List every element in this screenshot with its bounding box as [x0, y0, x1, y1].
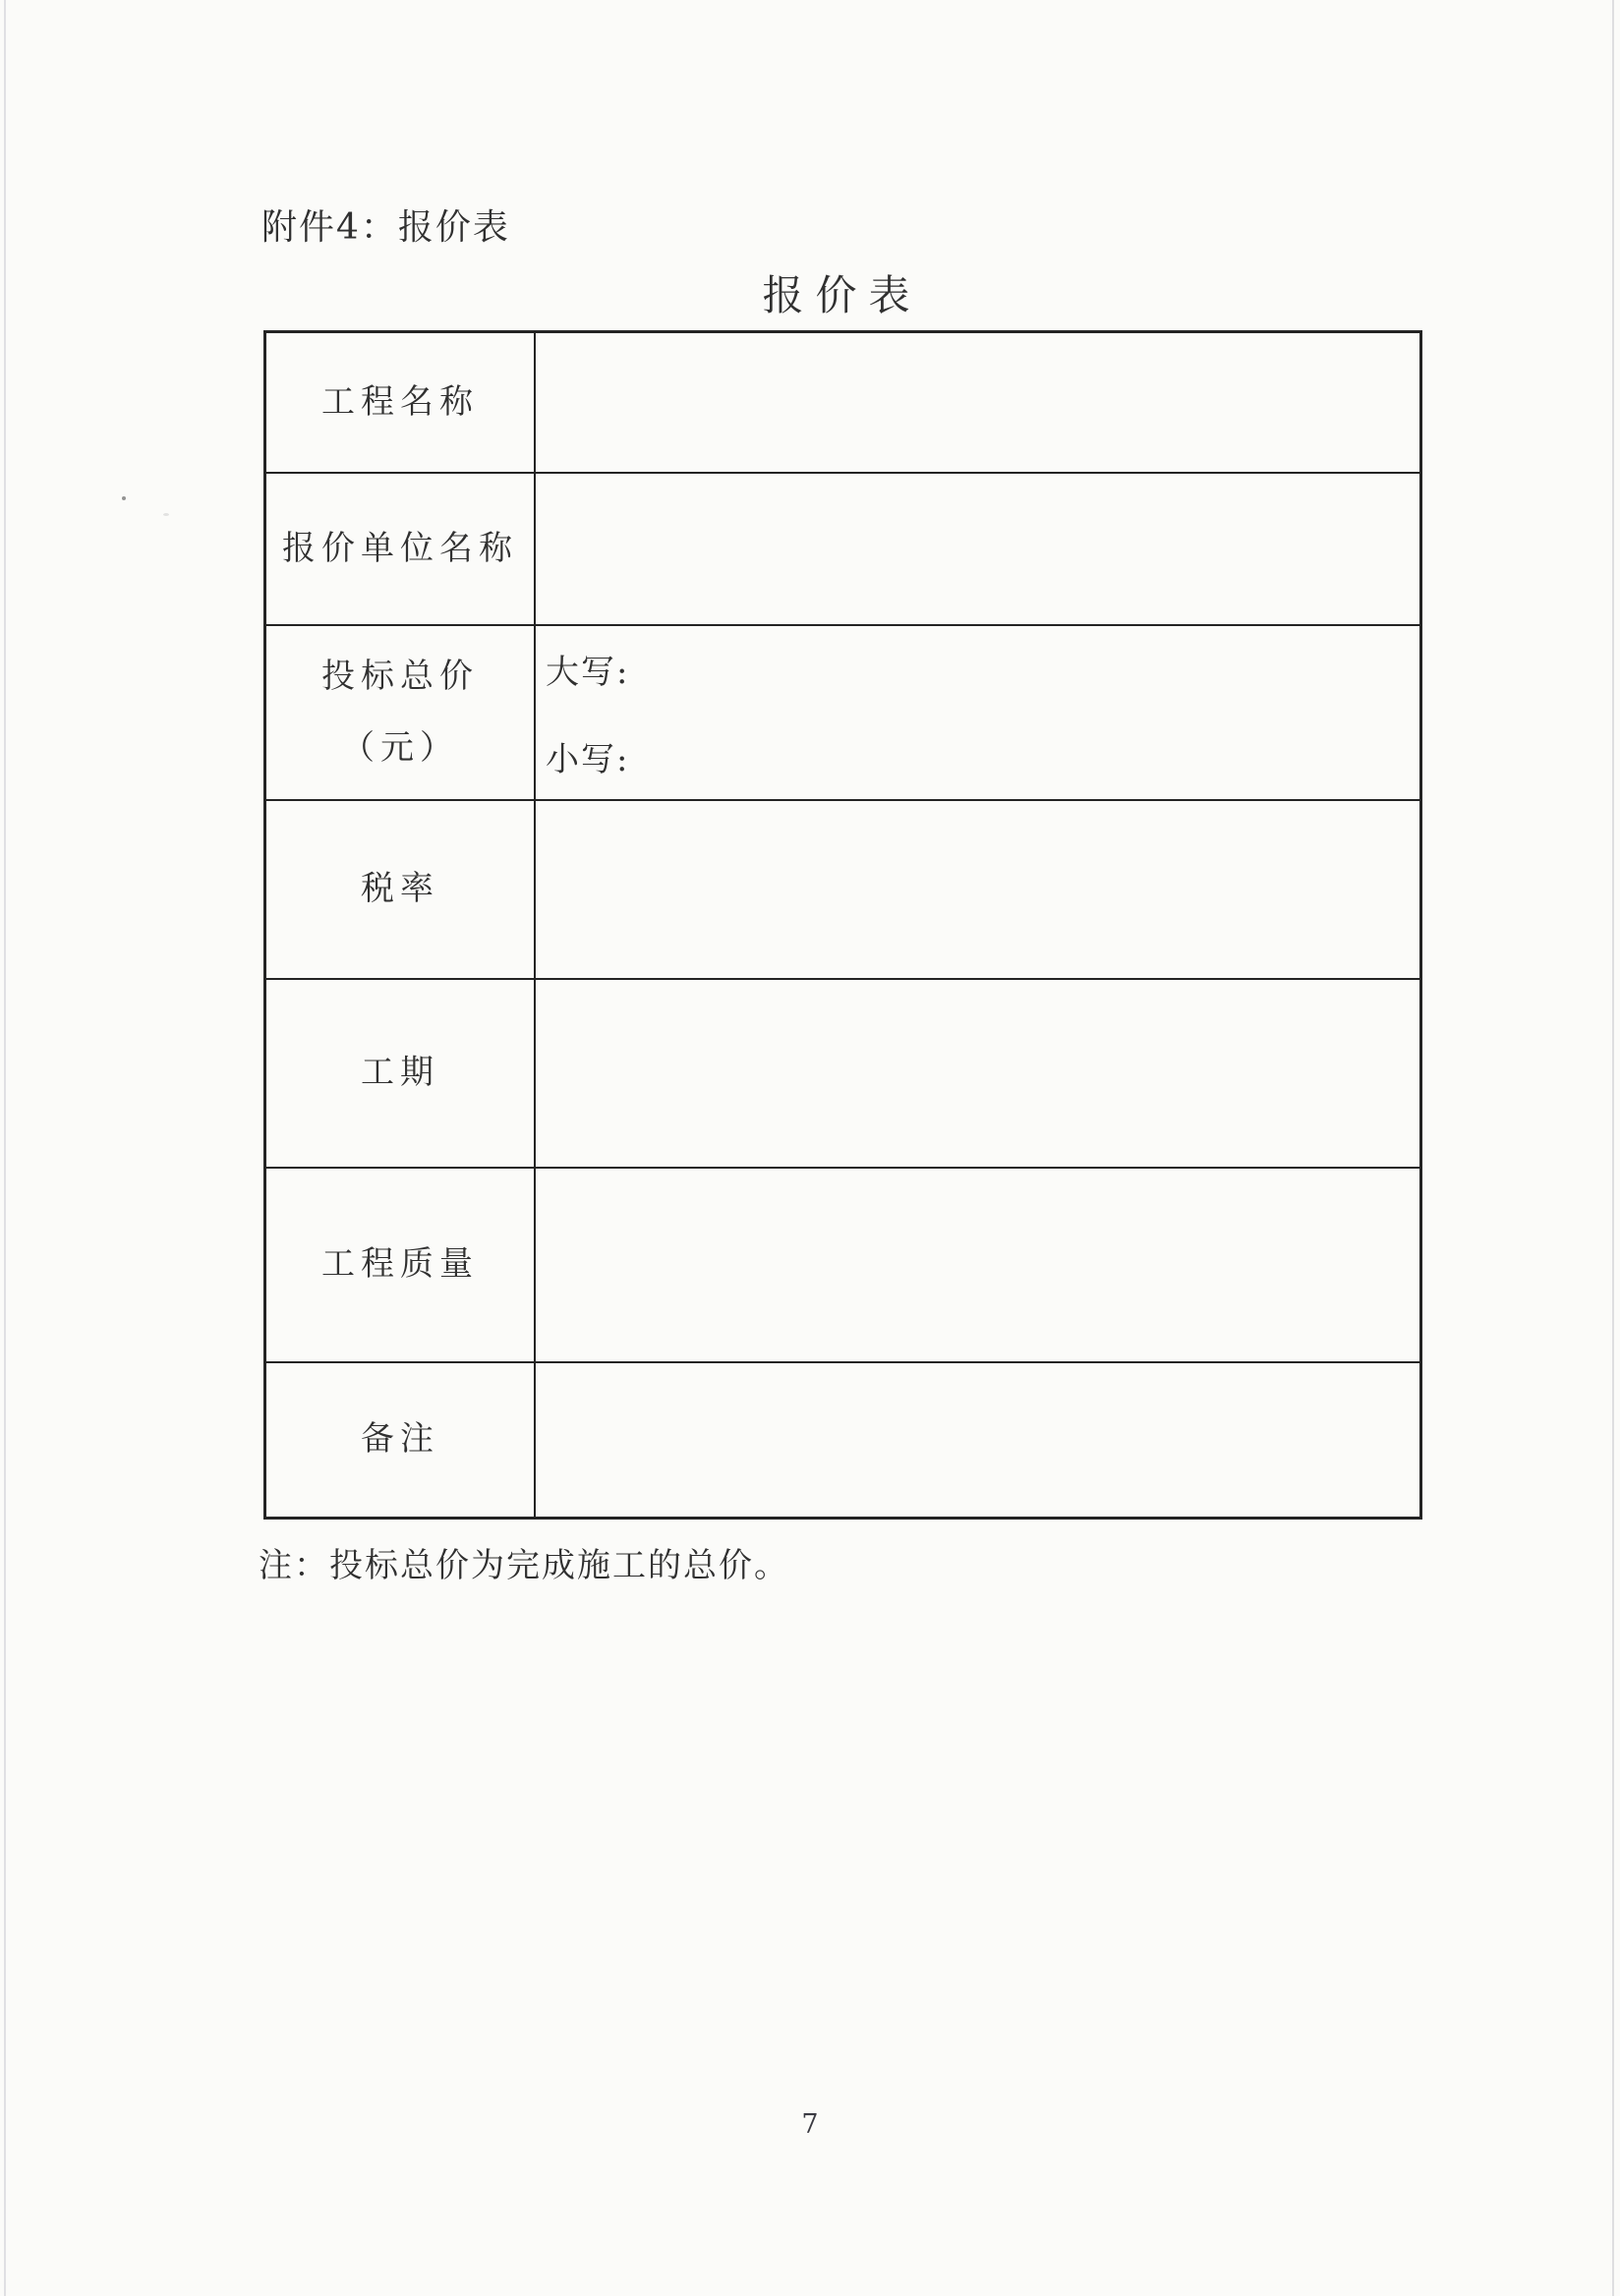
- project-quality-value-cell: [536, 1169, 1419, 1361]
- remarks-label-cell: [266, 1363, 536, 1517]
- project-quality-label: 工程质量: [321, 1244, 479, 1285]
- total-bid-price-label-cell: [266, 626, 536, 799]
- attachment-heading: 附件4：报价表: [261, 207, 510, 248]
- bidder-name-label: 报价单位名称: [282, 528, 518, 568]
- scan-speck: [122, 496, 126, 500]
- construction-period-value-cell: [536, 980, 1419, 1167]
- project-name-value-cell: [536, 333, 1419, 472]
- row-tax-rate: [266, 801, 1419, 980]
- scan-left-edge: [4, 0, 6, 2296]
- tax-rate-label: 税率: [361, 869, 439, 909]
- amount-in-figures-label: 小写:: [546, 740, 630, 779]
- total-bid-price-label-line1: 投标总价: [321, 656, 479, 696]
- bidder-name-value-cell: [536, 474, 1419, 624]
- project-name-label: 工程名称: [321, 381, 479, 422]
- row-total-bid-price: [266, 626, 1419, 801]
- row-construction-period: [266, 980, 1419, 1169]
- row-project-quality: [266, 1169, 1419, 1363]
- scan-right-edge: [1612, 0, 1614, 2296]
- quotation-table: [263, 330, 1422, 1520]
- footnote: 注：投标总价为完成施工的总价。: [259, 1546, 789, 1585]
- row-project-name: [266, 333, 1419, 474]
- project-name-label-cell: [266, 333, 536, 472]
- bidder-name-label-cell: [266, 474, 536, 624]
- total-bid-price-label-line2: （元）: [341, 728, 459, 768]
- construction-period-label-cell: [266, 980, 536, 1167]
- total-bid-price-value-cell: [536, 626, 1419, 799]
- scan-speck: [163, 513, 169, 516]
- tax-rate-label-cell: [266, 801, 536, 978]
- project-quality-label-cell: [266, 1169, 536, 1361]
- row-bidder-name: [266, 474, 1419, 626]
- construction-period-label: 工期: [361, 1053, 439, 1093]
- table-title: 报价表: [762, 271, 922, 319]
- amount-in-words-label: 大写:: [546, 653, 630, 692]
- row-remarks: [266, 1363, 1419, 1517]
- page-number: 7: [801, 2109, 819, 2140]
- remarks-value-cell: [536, 1363, 1419, 1517]
- remarks-label: 备注: [361, 1419, 439, 1460]
- tax-rate-value-cell: [536, 801, 1419, 978]
